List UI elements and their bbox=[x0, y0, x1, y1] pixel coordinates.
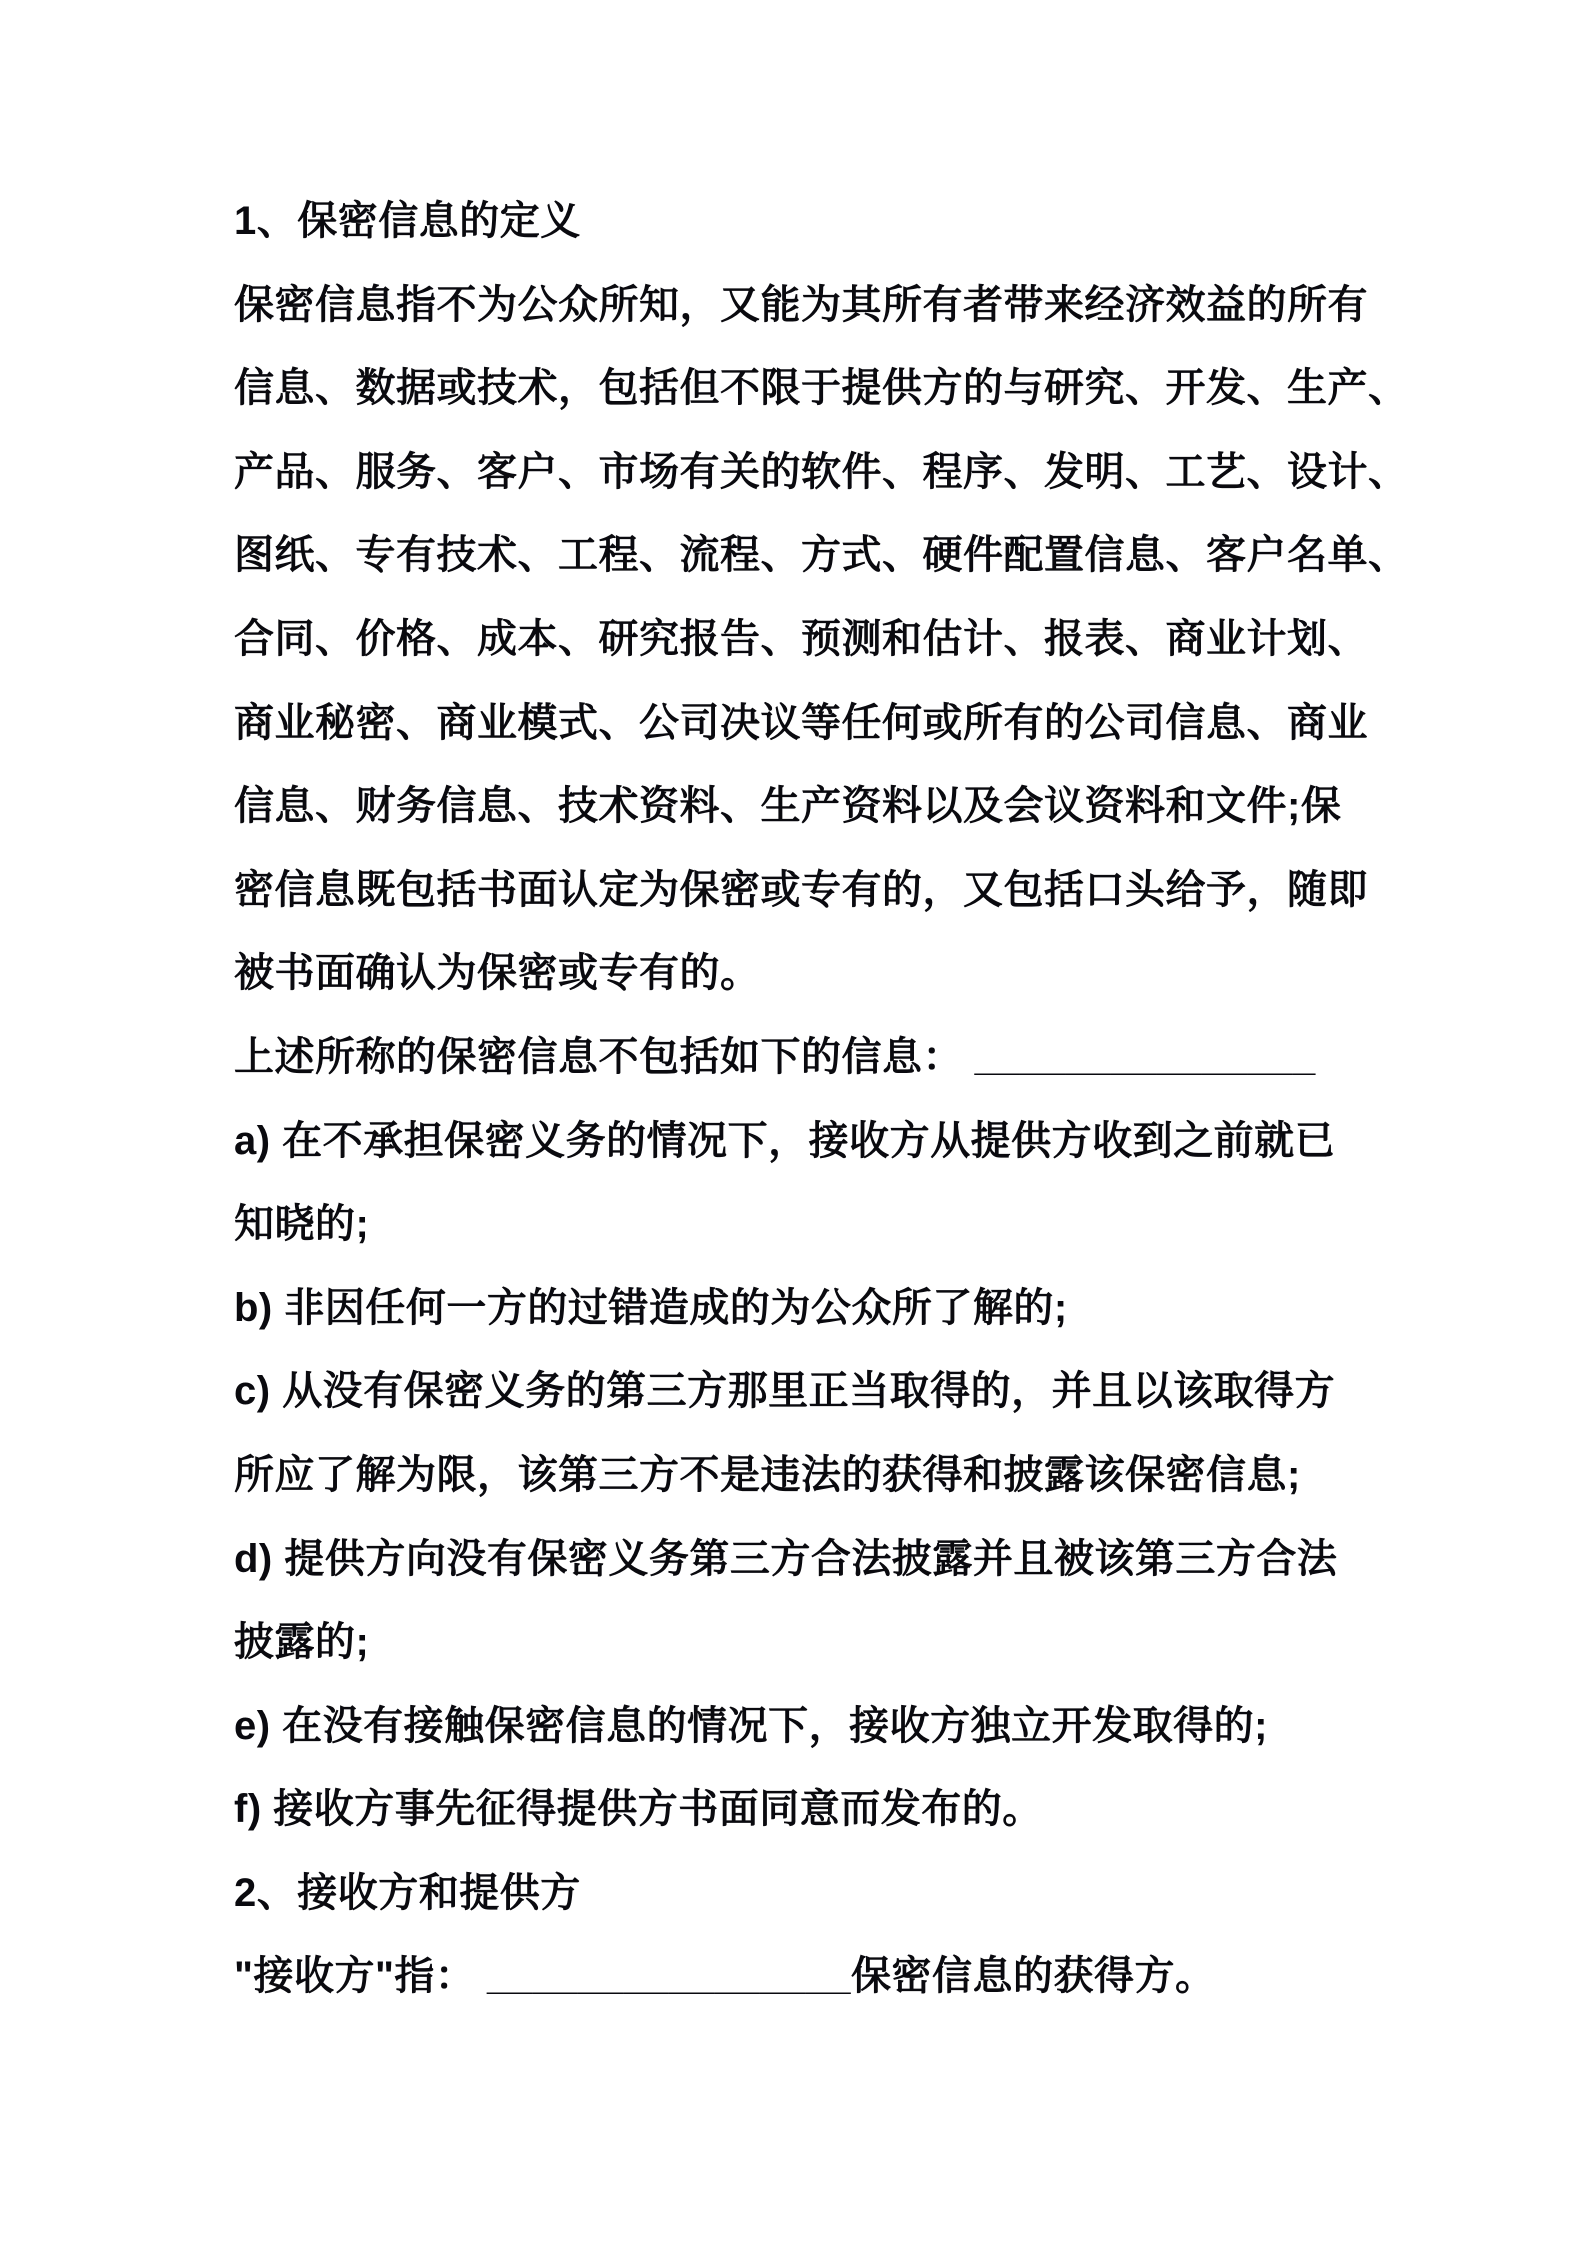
list-item-d: d) 提供方向没有保密义务第三方合法披露并且被该第三方合法 bbox=[234, 1536, 1338, 1581]
list-item-e: e) 在没有接触保密信息的情况下，接收方独立开发取得的; bbox=[234, 1703, 1268, 1748]
doc-line-with-blank-field: 上述所称的保密信息不包括如下的信息： _______________ bbox=[234, 1034, 1316, 1079]
doc-line: 密信息既包括书面认定为保密或专有的，又包括口头给予，随即 bbox=[234, 867, 1368, 912]
section-heading-1: 1、保密信息的定义 bbox=[234, 199, 581, 243]
doc-line-with-blank-field: "接收方"指： ________________保密信息的获得方。 bbox=[234, 1954, 1216, 1999]
list-item-f: f) 接收方事先征得提供方书面同意而发布的。 bbox=[234, 1787, 1043, 1832]
doc-line: 知晓的; bbox=[234, 1202, 370, 1247]
list-item-c: c) 从没有保密义务的第三方那里正当取得的，并且以该取得方 bbox=[234, 1369, 1336, 1414]
doc-line: 信息、财务信息、技术资料、生产资料以及会议资料和文件;保 bbox=[234, 784, 1342, 829]
doc-line: 披露的; bbox=[234, 1620, 370, 1665]
doc-line: 合同、价格、成本、研究报告、预测和估计、报表、商业计划、 bbox=[234, 616, 1368, 661]
section-heading-2: 2、接收方和提供方 bbox=[234, 1870, 581, 1915]
doc-line: 商业秘密、商业模式、公司决议等任何或所有的公司信息、商业 bbox=[234, 700, 1368, 745]
list-item-a: a) 在不承担保密义务的情况下，接收方从提供方收到之前就已 bbox=[234, 1118, 1336, 1163]
doc-line: 产品、服务、客户、市场有关的软件、程序、发明、工艺、设计、 bbox=[234, 449, 1409, 494]
doc-line: 所应了解为限，该第三方不是违法的获得和披露该保密信息; bbox=[234, 1452, 1301, 1497]
doc-line: 图纸、专有技术、工程、流程、方式、硬件配置信息、客户名单、 bbox=[234, 533, 1409, 578]
list-item-b: b) 非因任何一方的过错造成的为公众所了解的; bbox=[234, 1285, 1068, 1330]
doc-line: 保密信息指不为公众所知，又能为其所有者带来经济效益的所有 bbox=[234, 282, 1368, 327]
doc-line: 被书面确认为保密或专有的。 bbox=[234, 951, 761, 996]
doc-line: 信息、数据或技术，包括但不限于提供方的与研究、开发、生产、 bbox=[234, 366, 1409, 411]
document-text-block bbox=[234, 180, 1514, 2019]
